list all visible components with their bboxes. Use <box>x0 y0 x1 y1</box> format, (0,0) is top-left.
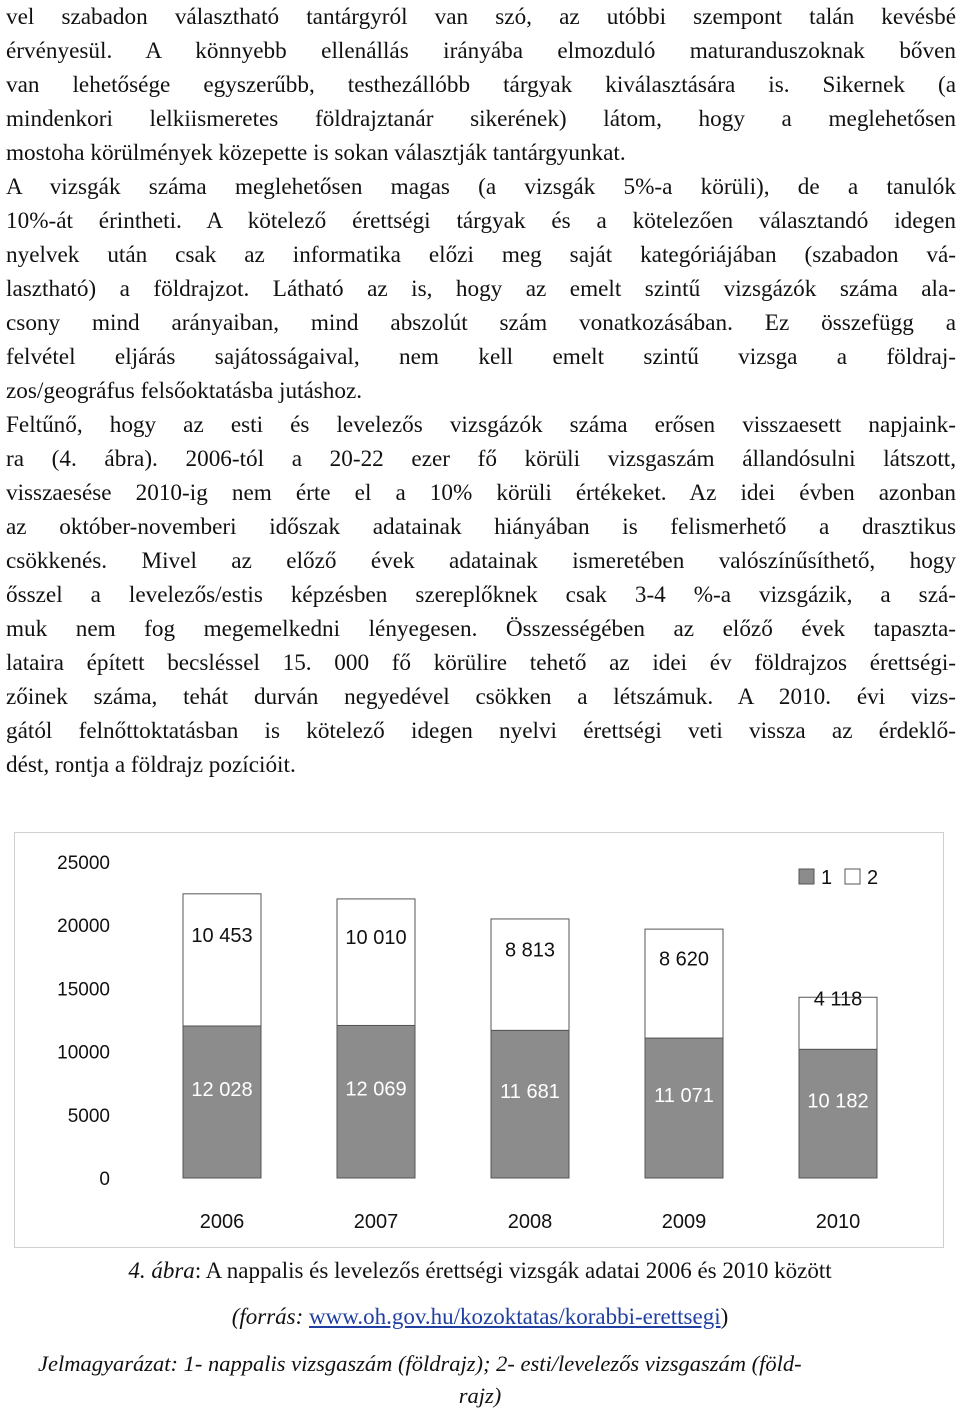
bar-segment-series-2 <box>183 894 261 1026</box>
text-line: mostoha körülmények közepette is sokan választják tantárgyunkat. <box>6 140 626 166</box>
text-line: nyelvek után csak az informatika előzi meg saját kategóriájában (szabadon vá- <box>6 242 956 268</box>
legend-label-series-1: 1 <box>821 867 833 889</box>
y-tick-label: 20000 <box>57 916 110 938</box>
data-label: 11 071 <box>654 1085 714 1108</box>
legend-note-line-2: rajz) <box>458 1383 502 1408</box>
text-line: csony mind arányaiban, mind abszolút szám vonatkozásában. Ez összefügg a <box>6 310 956 336</box>
text-line: vel szabadon választható tantárgyról van szó, az utóbbi szempont talán kevésbé <box>6 4 956 30</box>
chart-canvas <box>15 833 943 1247</box>
text-line: az október-novemberi időszak adatainak hiányában is felismerhető a drasztikus <box>6 514 956 540</box>
text-line: ősszel a levelezős/estis képzésben szereplőknek csak 3-4 %-a vizsgázik, a szá- <box>6 582 956 608</box>
text-line: zos/geográfus felsőoktatásba jutáshoz. <box>6 378 363 404</box>
bar-segment-series-1 <box>183 1026 261 1178</box>
legend-swatch-series-2 <box>845 869 860 884</box>
text-line: gától felnőttoktatásban is kötelező idegen nyelvi érettségi veti vissza az érdeklő- <box>6 718 956 744</box>
y-tick-label: 15000 <box>57 979 110 1001</box>
y-tick-label: 10000 <box>57 1042 110 1064</box>
data-label: 10 453 <box>191 924 253 947</box>
data-label: 12 069 <box>345 1078 407 1101</box>
legend-swatch-series-1 <box>799 869 814 884</box>
data-label: 8 620 <box>658 948 710 971</box>
text-line: A vizsgák száma meglehetősen magas (a vizsgák 5%-a körüli), de a tanulók <box>6 174 956 200</box>
bar-segment-series-1 <box>491 1030 569 1178</box>
text-line: Feltűnő, hogy az esti és levelezős vizsgázók száma erősen visszaesett napjaink- <box>6 412 956 438</box>
data-label: 10 182 <box>807 1090 869 1113</box>
x-tick-label: 2008 <box>507 1211 553 1233</box>
text-line: csökkenés. Mivel az előző évek adatainak ismeretében valószínűsíthető, hogy <box>6 548 956 574</box>
data-label: 10 010 <box>345 927 407 950</box>
text-line: felvétel eljárás sajátosságaival, nem kell emelt szintű vizsga a földraj- <box>6 344 956 370</box>
x-tick-label: 2006 <box>199 1211 245 1233</box>
figure-caption <box>0 1258 960 1284</box>
bar-segment-series-2 <box>645 929 723 1038</box>
y-tick-label: 25000 <box>57 853 110 874</box>
text-line: visszaesése 2010-ig nem érte el a 10% körüli értékeket. Az idei évben azonban <box>6 480 956 506</box>
figure-source <box>0 1304 960 1330</box>
bar-chart <box>14 832 944 1248</box>
data-label: 4 118 <box>813 988 863 1011</box>
text-line: zőinek száma, tehát durván negyedével csökken a létszámuk. A 2010. évi vizs- <box>6 684 956 710</box>
bar-segment-series-2 <box>491 919 569 1030</box>
data-label: 8 813 <box>504 939 556 962</box>
figure-caption-text: : A nappalis és levelezős érettségi vizsgák adatai 2006 és 2010 között <box>194 1258 832 1283</box>
y-tick-label: 0 <box>99 1169 110 1190</box>
legend-note-line-1: Jelmagyarázat: 1- nappalis vizsgaszám (földrajz); 2- esti/levelezős vizsgaszám (föld- <box>38 1351 802 1376</box>
text-line: érvényesül. A könnyebb ellenállás irányába elmozduló maturanduszoknak bőven <box>6 38 956 64</box>
text-line: dést, rontja a földrajz pozícióit. <box>6 752 296 778</box>
legend-label-series-2: 2 <box>867 867 879 889</box>
data-label: 11 681 <box>500 1081 560 1104</box>
text-line: ra (4. ábra). 2006-tól a 20-22 ezer fő körüli vizsgaszám állandósulni látszott, <box>6 446 956 472</box>
bar-segment-series-1 <box>799 1049 877 1178</box>
bar-segment-series-1 <box>337 1025 415 1178</box>
text-line: lataira épített becsléssel 15. 000 fő körülire tehető az idei év földrajzos érettségi- <box>6 650 956 676</box>
figure-label: 4. ábra <box>128 1258 195 1283</box>
text-line: muk nem fog megemelkedni lényegesen. Összességében az előző évek tapaszta- <box>6 616 956 642</box>
text-line: mindenkori lelkiismeretes földrajztanár sikerének) látom, hogy a meglehetősen <box>6 106 956 132</box>
x-tick-label: 2009 <box>661 1211 707 1233</box>
bar-segment-series-1 <box>645 1038 723 1178</box>
data-label: 12 028 <box>191 1078 253 1101</box>
bar-segment-series-2 <box>337 899 415 1026</box>
text-line: 10%-át érintheti. A kötelező érettségi tárgyak és a kötelezően választandó idegen <box>6 208 956 234</box>
source-prefix: (forrás: <box>231 1304 310 1329</box>
source-link[interactable]: www.oh.gov.hu/kozoktatas/korabbi-erettsegi <box>309 1304 721 1329</box>
x-tick-label: 2010 <box>815 1211 861 1233</box>
text-line: van lehetősége egyszerűbb, testhezállóbb tárgyak kiválasztására is. Sikernek (a <box>6 72 956 98</box>
y-tick-label: 5000 <box>67 1105 110 1127</box>
source-suffix: ) <box>720 1304 729 1329</box>
x-tick-label: 2007 <box>353 1211 399 1233</box>
text-line: lasztható) a földrajzot. Látható az is, hogy az emelt szintű vizsgázók száma ala- <box>6 276 956 302</box>
